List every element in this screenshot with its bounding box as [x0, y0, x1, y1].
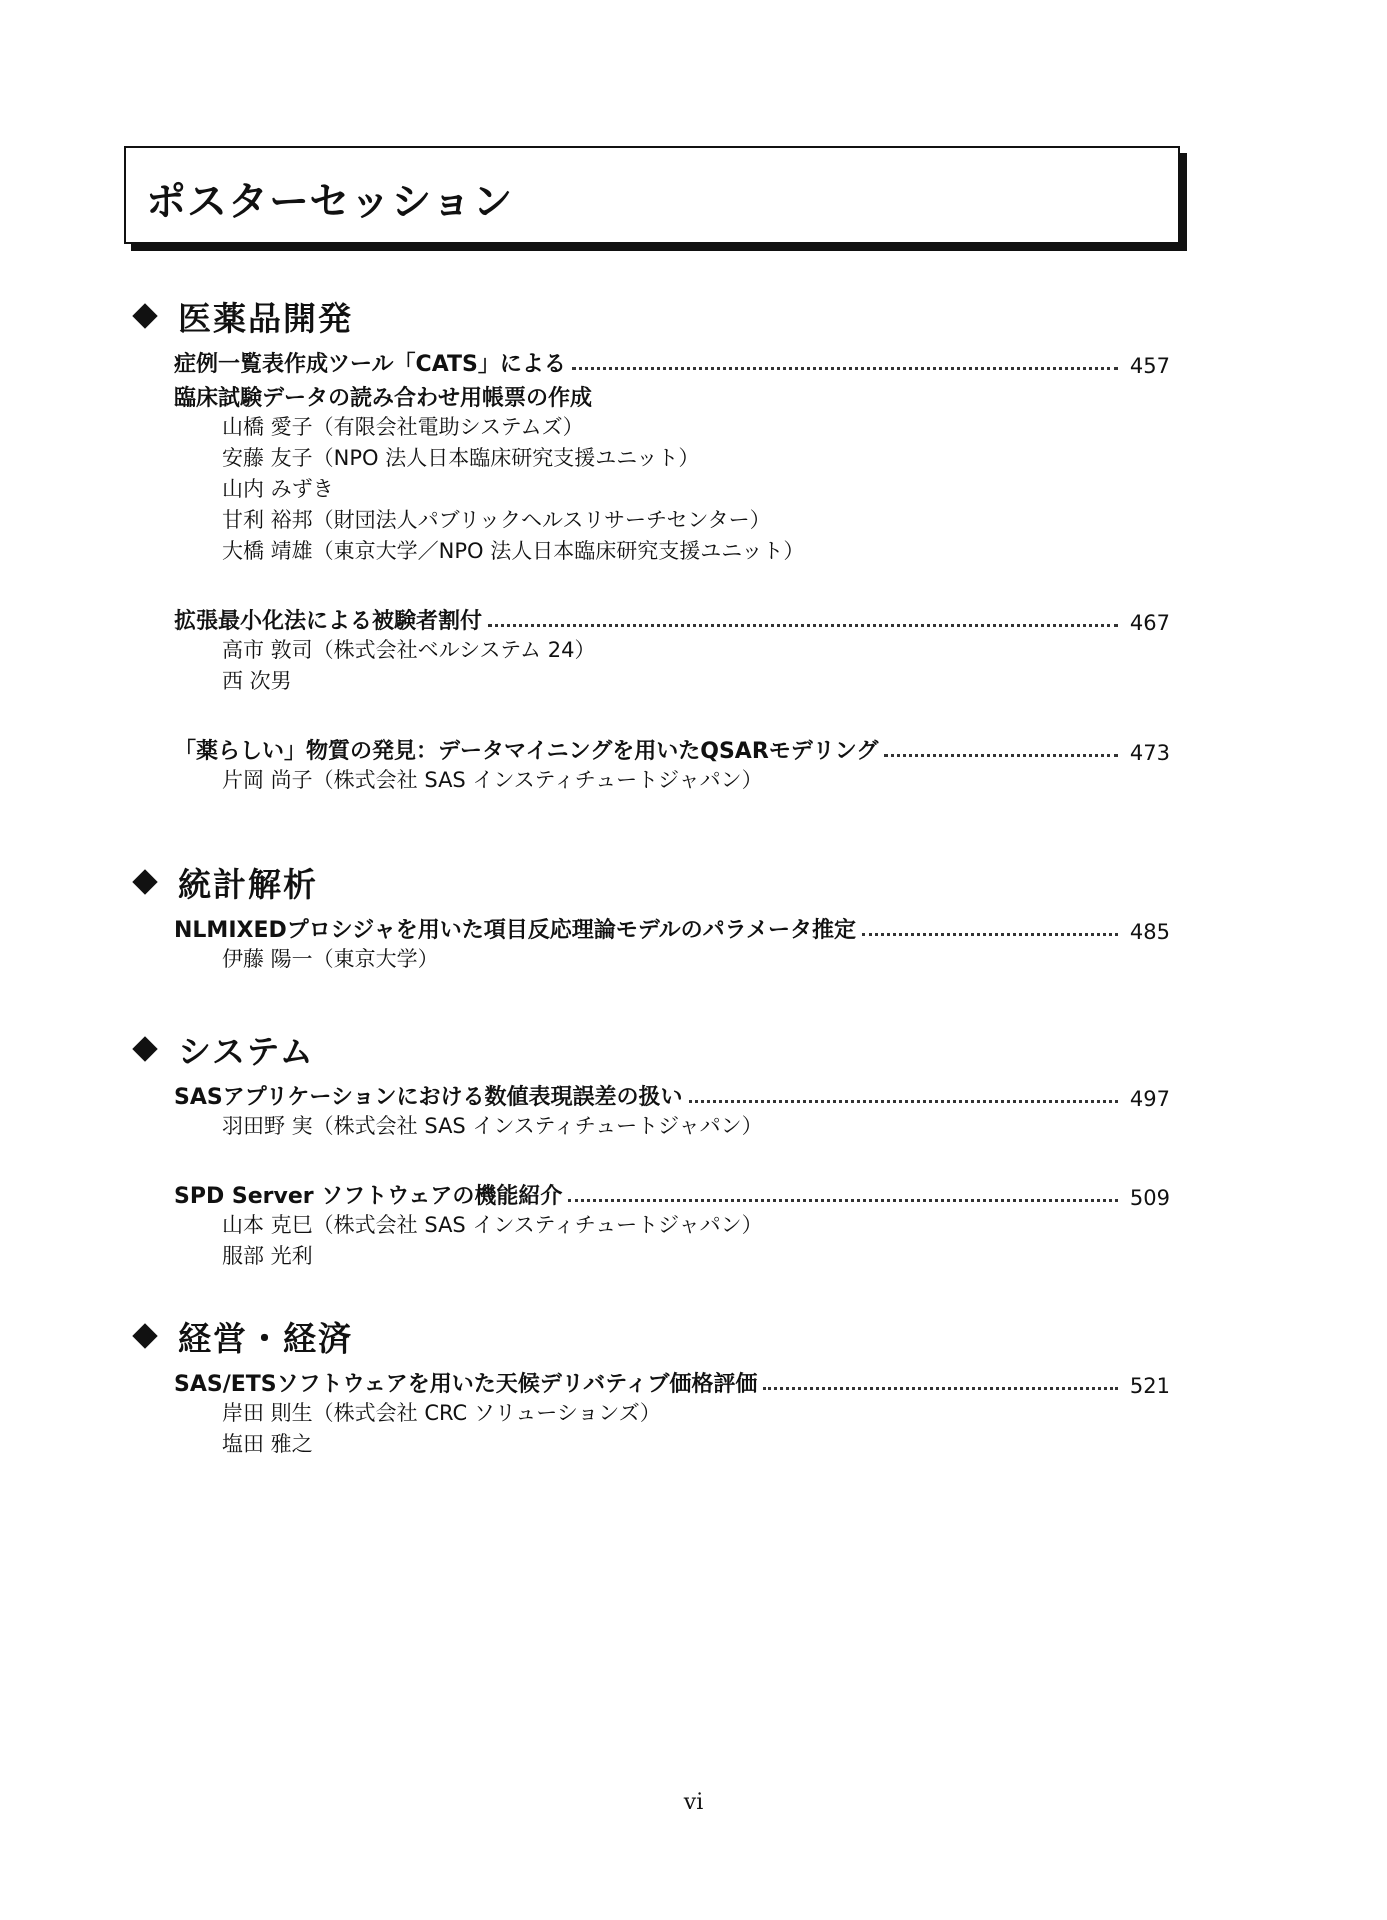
toc-entry-title-line[interactable]: [174, 731, 1170, 765]
toc-entry-title-cont-text: 臨床試験データの読み合わせ用帳票の作成: [174, 386, 593, 411]
toc-entry: [130, 731, 1180, 796]
toc-page-number: 497: [1129, 1087, 1170, 1111]
toc-entry-title: 症例一覧表作成ツール「CATS」による: [174, 352, 566, 377]
toc-entry: [130, 344, 1180, 567]
author-line: 大橋 靖雄（東京大学／NPO 法人日本臨床研究支援ユニット）: [222, 539, 805, 563]
toc-entry-title: 拡張最小化法による被験者割付: [174, 609, 483, 634]
section-heading: [130, 1314, 1180, 1358]
toc-entry-title-line[interactable]: [174, 1176, 1170, 1210]
toc-entry-title: NLMIXEDプロシジャを用いた項目反応理論モデルのパラメータ推定: [174, 918, 857, 943]
toc-entry-title-line[interactable]: [174, 344, 1170, 378]
author-line: 甘利 裕邦（財団法人パブリックヘルスリサーチセンター）: [222, 508, 771, 532]
author-line: 安藤 友子（NPO 法人日本臨床研究支援ユニット）: [222, 446, 700, 470]
dot-leader: [689, 1100, 1118, 1103]
toc-entry: [130, 910, 1180, 975]
dot-leader: [763, 1387, 1118, 1390]
section-heading: [130, 1027, 1180, 1071]
toc-entry-title: SAS/ETSソフトウェアを用いた天候デリバティブ価格評価: [174, 1372, 758, 1397]
toc-entry-title-line[interactable]: [174, 601, 1170, 635]
toc-page-number: 457: [1129, 354, 1170, 378]
page-folio: vi: [683, 1790, 704, 1815]
toc-entry-title-line[interactable]: [174, 910, 1170, 944]
toc-page-number: 521: [1129, 1374, 1170, 1398]
diamond-bullet-icon: [132, 1323, 157, 1348]
section-management-economics: [130, 1314, 1180, 1460]
toc-entry-title: SPD Server ソフトウェアの機能紹介: [174, 1184, 563, 1209]
section-system: [130, 1027, 1180, 1272]
author-line: 山本 克巳（株式会社 SAS インスティチュートジャパン）: [222, 1213, 763, 1237]
diamond-bullet-icon: [132, 1036, 157, 1061]
author-line: 服部 光利: [222, 1244, 313, 1268]
toc-entry-title: 「薬らしい」物質の発見：データマイニングを用いたQSARモデリング: [174, 739, 879, 764]
dot-leader: [568, 1199, 1118, 1202]
toc-page-number: 467: [1129, 611, 1170, 635]
section-heading: [130, 294, 1180, 338]
diamond-bullet-icon: [132, 869, 157, 894]
toc-entry-title-line[interactable]: [174, 1077, 1170, 1111]
section-pharma-development: [130, 294, 1180, 796]
dot-leader: [862, 933, 1118, 936]
dot-leader: [884, 754, 1118, 757]
toc-entry-title: SASアプリケーションにおける数値表現誤差の扱い: [174, 1085, 683, 1110]
toc-page-number: 473: [1129, 741, 1170, 765]
section-title: 経営・経済: [178, 1318, 353, 1358]
section-title: 医薬品開発: [178, 298, 353, 338]
toc-entry: [130, 601, 1180, 697]
diamond-bullet-icon: [132, 303, 157, 328]
section-statistical-analysis: [130, 860, 1180, 975]
toc-page-number: 485: [1129, 920, 1170, 944]
author-line: 山橋 愛子（有限会社電助システムズ）: [222, 415, 584, 439]
dot-leader: [572, 367, 1118, 370]
toc-entry: [130, 1364, 1180, 1460]
author-line: 高市 敦司（株式会社ベルシステム 24）: [222, 638, 596, 662]
section-title: システム: [178, 1031, 315, 1071]
author-line: 片岡 尚子（株式会社 SAS インスティチュートジャパン）: [222, 768, 763, 792]
author-line: 山内 みずき: [222, 477, 334, 501]
author-line: 伊藤 陽一（東京大学）: [222, 947, 439, 971]
section-header-box: [124, 146, 1180, 244]
author-line: 塩田 雅之: [222, 1432, 313, 1456]
page-title: ポスターセッション: [146, 179, 514, 225]
dot-leader: [488, 624, 1118, 627]
toc-entry-title-continued: [174, 378, 1180, 412]
toc-page-number: 509: [1129, 1186, 1170, 1210]
toc-entry: [130, 1077, 1180, 1142]
section-heading: [130, 860, 1180, 904]
toc-entry: [130, 1176, 1180, 1272]
section-title: 統計解析: [178, 864, 318, 904]
toc-entry-title-line[interactable]: [174, 1364, 1170, 1398]
author-line: 岸田 則生（株式会社 CRC ソリューションズ）: [222, 1401, 661, 1425]
author-line: 羽田野 実（株式会社 SAS インスティチュートジャパン）: [222, 1114, 763, 1138]
author-line: 西 次男: [222, 669, 292, 693]
